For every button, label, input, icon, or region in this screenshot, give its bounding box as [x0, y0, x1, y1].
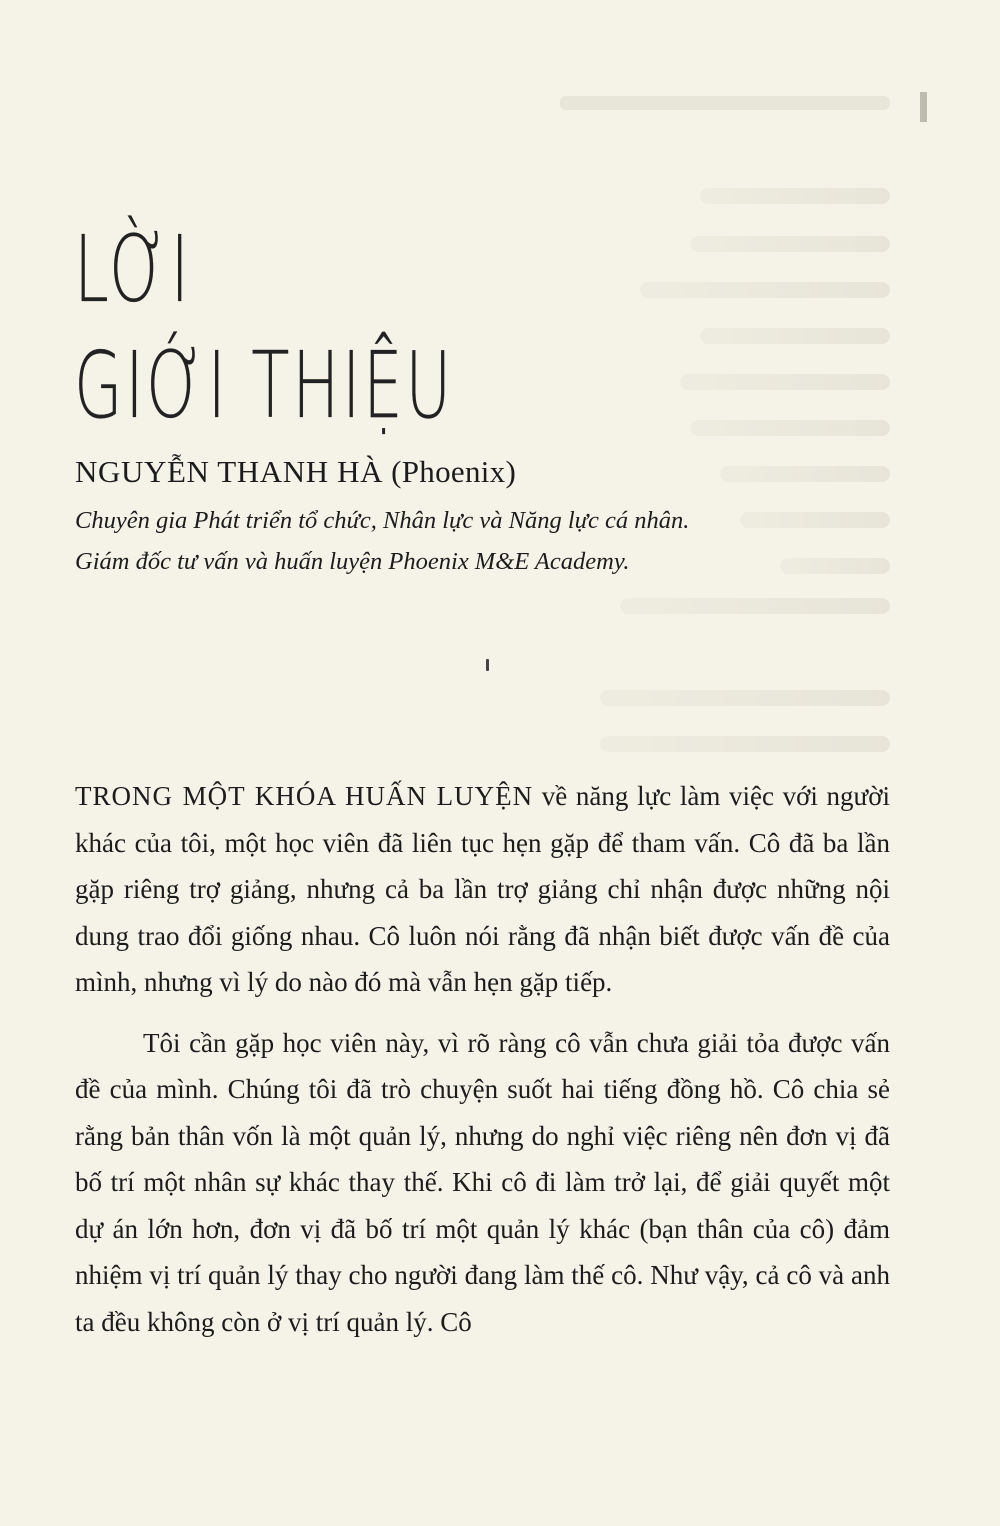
reverse-header-ghost [560, 96, 890, 110]
author-role-line: Giám đốc tư vấn và huấn luyện Phoenix M&E Academy. [75, 548, 630, 575]
chapter-title-line-2: GIỚI THIỆU [74, 332, 454, 439]
body-text [75, 773, 890, 1345]
author-roles [75, 500, 935, 582]
author-role-line: Chuyên gia Phát triển tổ chức, Nhân lực và Năng lực cá nhân. [75, 507, 690, 534]
author-alias: (Phoenix) [391, 454, 517, 489]
paragraph-lead: TRONG MỘT KHÓA HUẤN LUYỆN [75, 781, 534, 811]
paragraph-text: về năng lực làm việc với người khác của tôi, một học viên đã liên tục hẹn gặp để tham vấn. Cô đã ba lần gặp riêng trợ giảng, nhưng cả ba lần trợ giảng chỉ nhận được những nội dung trao đổi giống nhau. Cô luôn nói rằng đã nhận biết được vấn đề của mình, nhưng vì lý do nào đó mà vẫn hẹn gặp tiếp. [75, 781, 890, 997]
ornament-mark [486, 659, 489, 671]
author-line [75, 452, 875, 492]
chapter-title [74, 212, 482, 444]
author-name: NGUYỄN THANH HÀ [75, 454, 384, 489]
page-edge-mark [920, 92, 927, 122]
paragraph [75, 773, 890, 1006]
chapter-title-line-1: LỜI [74, 216, 192, 323]
paragraph: Tôi cần gặp học viên này, vì rõ ràng cô vẫn chưa giải tỏa được vấn đề của mình. Chúng tôi đã trò chuyện suốt hai tiếng đồng hồ. Cô chia sẻ rằng bản thân vốn là một quản lý, nhưng do nghỉ việc riêng nên đơn vị đã bố trí một nhân sự khác thay thế. Khi cô đi làm trở lại, để giải quyết một dự án lớn hơn, đơn vị đã bố trí một quản lý khác (bạn thân của cô) đảm nhiệm vị trí quản lý thay cho người đang làm thế cô. Như vậy, cả cô và anh ta đều không còn ở vị trí quản lý. Cô [75, 1027, 890, 1337]
